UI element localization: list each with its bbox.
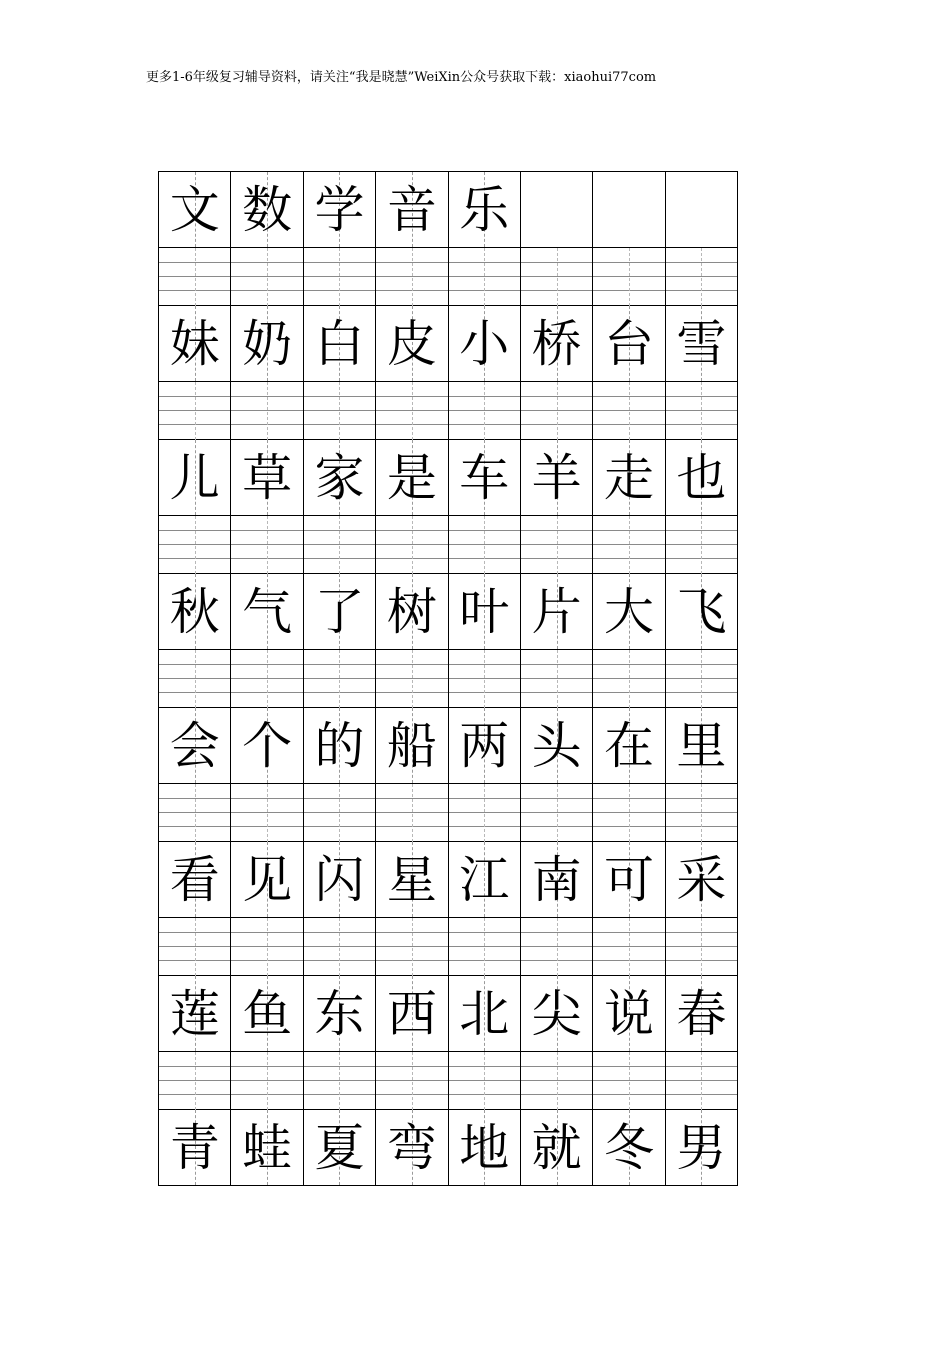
center-guide-line (557, 650, 558, 708)
character-cell (159, 1110, 231, 1186)
pinyin-writing-cell (159, 248, 231, 306)
character-cell (666, 708, 738, 784)
character-cell (521, 172, 593, 248)
center-guide-line (484, 382, 485, 440)
hanzi-character: 男 (676, 1118, 727, 1177)
pinyin-writing-cell (593, 650, 665, 708)
pinyin-writing-cell (593, 918, 665, 976)
center-guide-line (267, 918, 268, 976)
pinyin-writing-cell (304, 918, 376, 976)
pinyin-writing-cell (521, 650, 593, 708)
center-guide-line (267, 248, 268, 306)
character-cell (666, 574, 738, 650)
hanzi-character: 数 (242, 180, 293, 239)
pinyin-writing-cell (304, 784, 376, 842)
center-guide-line (267, 382, 268, 440)
pinyin-writing-cell (449, 1052, 521, 1110)
pinyin-writing-cell (593, 1052, 665, 1110)
pinyin-writing-cell (376, 784, 448, 842)
character-cell (304, 574, 376, 650)
center-guide-line (195, 650, 196, 708)
center-guide-line (339, 382, 340, 440)
character-row (159, 708, 738, 784)
pinyin-writing-cell (159, 1052, 231, 1110)
center-guide-line (339, 918, 340, 976)
center-guide-line (412, 516, 413, 574)
center-guide-line (484, 516, 485, 574)
pinyin-writing-cell (666, 784, 738, 842)
hanzi-character: 走 (603, 448, 654, 507)
center-guide-line (629, 382, 630, 440)
character-row (159, 306, 738, 382)
pinyin-writing-cell (304, 516, 376, 574)
center-guide-line (629, 918, 630, 976)
character-cell (304, 1110, 376, 1186)
pinyin-writing-cell (231, 650, 303, 708)
character-cell (159, 708, 231, 784)
hanzi-character: 也 (676, 448, 727, 507)
center-guide-line (701, 248, 702, 306)
character-cell (449, 172, 521, 248)
character-cell (666, 440, 738, 516)
hanzi-character: 在 (603, 716, 654, 775)
pinyin-writing-row (159, 516, 738, 574)
character-cell (593, 440, 665, 516)
center-guide-line (195, 516, 196, 574)
hanzi-character: 个 (242, 716, 293, 775)
center-guide-line (484, 248, 485, 306)
hanzi-character: 地 (459, 1118, 510, 1177)
pinyin-writing-cell (376, 382, 448, 440)
pinyin-writing-row (159, 1052, 738, 1110)
character-cell (376, 574, 448, 650)
header-note: 更多1-6年级复习辅导资料，请关注“我是晓慧”WeiXin公众号获取下载：xiaohui77com (146, 70, 657, 85)
hanzi-character: 莲 (169, 984, 220, 1043)
pinyin-writing-cell (231, 1052, 303, 1110)
pinyin-writing-cell (521, 784, 593, 842)
character-cell (521, 1110, 593, 1186)
character-cell (666, 1110, 738, 1186)
center-guide-line (629, 516, 630, 574)
character-cell (304, 842, 376, 918)
pinyin-writing-cell (593, 516, 665, 574)
pinyin-writing-cell (231, 918, 303, 976)
hanzi-character: 草 (242, 448, 293, 507)
character-cell (521, 574, 593, 650)
center-guide-line (412, 918, 413, 976)
center-guide-line (701, 918, 702, 976)
center-guide-line (195, 248, 196, 306)
hanzi-character: 里 (676, 716, 727, 775)
hanzi-character: 奶 (242, 314, 293, 373)
hanzi-character: 江 (459, 850, 510, 909)
hanzi-character: 是 (386, 448, 437, 507)
hanzi-character: 大 (603, 582, 654, 641)
pinyin-writing-cell (449, 784, 521, 842)
hanzi-character: 叶 (459, 582, 510, 641)
pinyin-writing-cell (159, 650, 231, 708)
hanzi-character: 小 (459, 314, 510, 373)
pinyin-writing-cell (666, 382, 738, 440)
character-cell (376, 976, 448, 1052)
hanzi-character: 北 (459, 984, 510, 1043)
pinyin-writing-row (159, 248, 738, 306)
character-cell (666, 976, 738, 1052)
character-cell (593, 172, 665, 248)
character-cell (666, 172, 738, 248)
character-cell (376, 842, 448, 918)
center-guide-line (339, 516, 340, 574)
center-guide-line (339, 784, 340, 842)
center-guide-line (557, 248, 558, 306)
character-cell (593, 574, 665, 650)
hanzi-character: 了 (314, 582, 365, 641)
character-cell (159, 440, 231, 516)
hanzi-character: 青 (169, 1118, 220, 1177)
character-cell (449, 1110, 521, 1186)
center-guide-line (339, 1052, 340, 1110)
character-cell (159, 976, 231, 1052)
center-guide-line (629, 784, 630, 842)
center-guide-line (701, 382, 702, 440)
center-guide-line (629, 1052, 630, 1110)
character-cell (304, 708, 376, 784)
character-cell (593, 842, 665, 918)
pinyin-writing-row (159, 382, 738, 440)
hanzi-character: 秋 (169, 582, 220, 641)
center-guide-line (412, 1052, 413, 1110)
character-cell (593, 708, 665, 784)
hanzi-character: 车 (459, 448, 510, 507)
character-cell (231, 306, 303, 382)
pinyin-writing-cell (304, 650, 376, 708)
hanzi-character: 两 (459, 716, 510, 775)
pinyin-writing-row (159, 650, 738, 708)
pinyin-writing-row (159, 918, 738, 976)
pinyin-writing-cell (521, 248, 593, 306)
hanzi-character: 头 (531, 716, 582, 775)
hanzi-character: 的 (314, 716, 365, 775)
hanzi-character: 采 (676, 850, 727, 909)
center-guide-line (195, 1052, 196, 1110)
pinyin-writing-cell (376, 918, 448, 976)
hanzi-character: 尖 (531, 984, 582, 1043)
pinyin-writing-cell (376, 650, 448, 708)
center-guide-line (412, 248, 413, 306)
hanzi-character: 西 (386, 984, 437, 1043)
center-guide-line (267, 1052, 268, 1110)
pinyin-writing-cell (159, 918, 231, 976)
character-cell (593, 976, 665, 1052)
hanzi-character: 东 (314, 984, 365, 1043)
character-cell (449, 976, 521, 1052)
center-guide-line (484, 650, 485, 708)
pinyin-writing-cell (593, 784, 665, 842)
hanzi-character: 可 (603, 850, 654, 909)
hanzi-character: 会 (169, 716, 220, 775)
hanzi-character: 学 (314, 180, 365, 239)
hanzi-character: 看 (169, 850, 220, 909)
pinyin-writing-cell (159, 516, 231, 574)
hanzi-character: 羊 (531, 448, 582, 507)
hanzi-character: 音 (386, 180, 437, 239)
hanzi-character: 见 (242, 850, 293, 909)
character-cell (159, 172, 231, 248)
center-guide-line (339, 650, 340, 708)
pinyin-writing-cell (376, 516, 448, 574)
character-cell (666, 842, 738, 918)
pinyin-writing-cell (666, 650, 738, 708)
center-guide-line (701, 1052, 702, 1110)
center-guide-line (195, 918, 196, 976)
center-guide-line (484, 784, 485, 842)
center-guide-line (267, 784, 268, 842)
pinyin-writing-cell (231, 248, 303, 306)
pinyin-writing-cell (159, 382, 231, 440)
character-cell (449, 842, 521, 918)
center-guide-line (557, 516, 558, 574)
pinyin-writing-cell (593, 248, 665, 306)
hanzi-character: 片 (531, 582, 582, 641)
hanzi-character: 文 (169, 180, 220, 239)
center-guide-line (339, 248, 340, 306)
pinyin-writing-cell (304, 1052, 376, 1110)
pinyin-writing-cell (231, 784, 303, 842)
pinyin-writing-cell (521, 918, 593, 976)
character-cell (231, 842, 303, 918)
pinyin-writing-cell (231, 516, 303, 574)
pinyin-writing-cell (666, 516, 738, 574)
pinyin-writing-cell (304, 382, 376, 440)
pinyin-writing-cell (593, 382, 665, 440)
center-guide-line (412, 650, 413, 708)
character-cell (521, 976, 593, 1052)
center-guide-line (412, 382, 413, 440)
hanzi-character: 雪 (676, 314, 727, 373)
character-cell (159, 306, 231, 382)
character-cell (593, 306, 665, 382)
character-cell (159, 574, 231, 650)
center-guide-line (557, 784, 558, 842)
center-guide-line (557, 1052, 558, 1110)
character-cell (231, 1110, 303, 1186)
hanzi-character: 鱼 (242, 984, 293, 1043)
pinyin-writing-cell (666, 1052, 738, 1110)
center-guide-line (267, 650, 268, 708)
center-guide-line (195, 784, 196, 842)
center-guide-line (557, 918, 558, 976)
pinyin-writing-cell (376, 1052, 448, 1110)
pinyin-writing-cell (231, 382, 303, 440)
center-guide-line (629, 248, 630, 306)
center-guide-line (557, 382, 558, 440)
character-cell (376, 708, 448, 784)
hanzi-character: 妹 (169, 314, 220, 373)
center-guide-line (267, 516, 268, 574)
hanzi-character: 气 (242, 582, 293, 641)
character-row (159, 842, 738, 918)
pinyin-writing-row (159, 784, 738, 842)
character-row (159, 440, 738, 516)
pinyin-writing-cell (521, 516, 593, 574)
center-guide-line (701, 650, 702, 708)
hanzi-character: 夏 (314, 1118, 365, 1177)
center-guide-line (484, 918, 485, 976)
pinyin-writing-cell (449, 516, 521, 574)
character-cell (521, 708, 593, 784)
character-cell (376, 172, 448, 248)
pinyin-writing-cell (304, 248, 376, 306)
pinyin-writing-cell (449, 248, 521, 306)
character-cell (159, 842, 231, 918)
pinyin-writing-cell (666, 248, 738, 306)
center-guide-line (195, 382, 196, 440)
character-cell (666, 306, 738, 382)
character-cell (449, 440, 521, 516)
character-cell (304, 306, 376, 382)
hanzi-character: 说 (603, 984, 654, 1043)
hanzi-character: 冬 (603, 1118, 654, 1177)
hanzi-character: 弯 (386, 1118, 437, 1177)
character-cell (231, 976, 303, 1052)
hanzi-character: 星 (386, 850, 437, 909)
hanzi-character: 皮 (386, 314, 437, 373)
character-cell (376, 306, 448, 382)
character-cell (304, 172, 376, 248)
character-cell (593, 1110, 665, 1186)
hanzi-character: 家 (314, 448, 365, 507)
character-row (159, 1110, 738, 1186)
pinyin-writing-cell (376, 248, 448, 306)
character-row (159, 172, 738, 248)
hanzi-character: 春 (676, 984, 727, 1043)
hanzi-character: 桥 (531, 314, 582, 373)
character-cell (521, 842, 593, 918)
hanzi-character: 台 (603, 314, 654, 373)
center-guide-line (484, 1052, 485, 1110)
character-row (159, 976, 738, 1052)
hanzi-character: 船 (386, 716, 437, 775)
character-cell (449, 306, 521, 382)
hanzi-character: 就 (531, 1118, 582, 1177)
hanzi-character: 白 (314, 314, 365, 373)
pinyin-writing-cell (449, 650, 521, 708)
hanzi-character: 儿 (169, 448, 220, 507)
character-cell (449, 708, 521, 784)
character-row (159, 574, 738, 650)
pinyin-writing-cell (449, 918, 521, 976)
pinyin-writing-cell (449, 382, 521, 440)
pinyin-writing-cell (521, 1052, 593, 1110)
character-cell (231, 440, 303, 516)
character-cell (521, 306, 593, 382)
hanzi-character: 乐 (459, 180, 510, 239)
character-cell (376, 440, 448, 516)
center-guide-line (629, 650, 630, 708)
character-cell (231, 708, 303, 784)
character-cell (521, 440, 593, 516)
character-cell (376, 1110, 448, 1186)
hanzi-character: 闪 (314, 850, 365, 909)
character-cell (449, 574, 521, 650)
character-cell (231, 172, 303, 248)
hanzi-character: 南 (531, 850, 582, 909)
hanzi-character: 飞 (676, 582, 727, 641)
hanzi-character: 蛙 (242, 1118, 293, 1177)
center-guide-line (412, 784, 413, 842)
pinyin-writing-cell (666, 918, 738, 976)
pinyin-writing-cell (521, 382, 593, 440)
pinyin-writing-cell (159, 784, 231, 842)
center-guide-line (701, 516, 702, 574)
character-cell (304, 440, 376, 516)
center-guide-line (701, 784, 702, 842)
character-cell (304, 976, 376, 1052)
character-practice-grid (158, 171, 738, 1186)
character-cell (231, 574, 303, 650)
hanzi-character: 树 (386, 582, 437, 641)
